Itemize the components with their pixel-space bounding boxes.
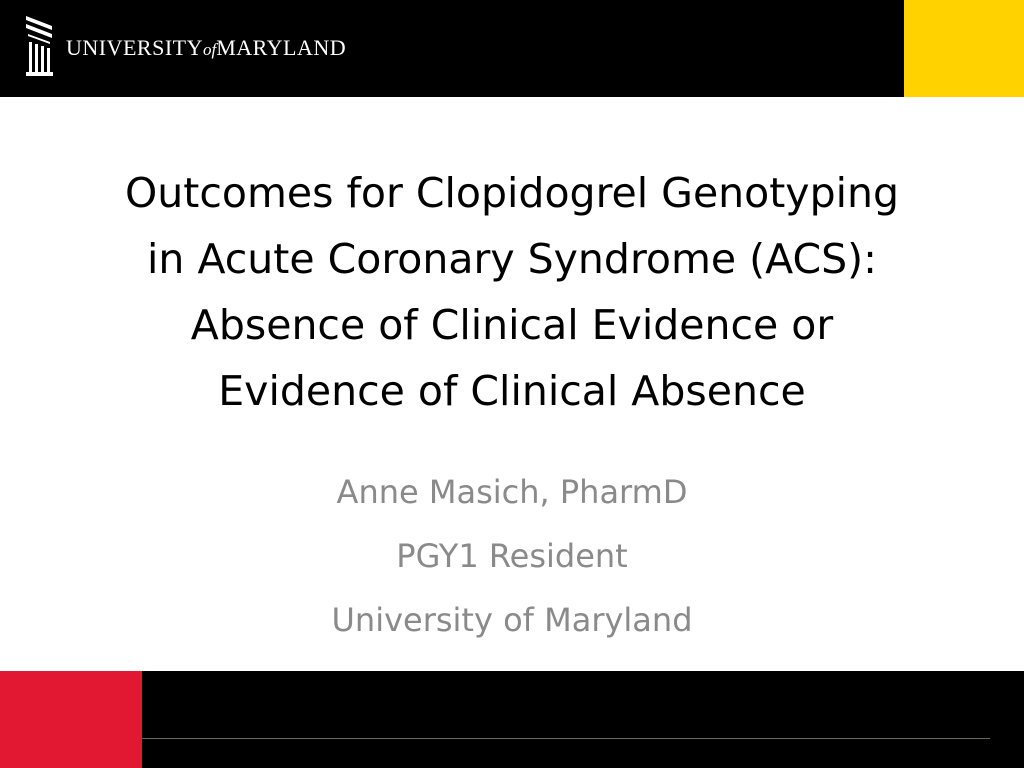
university-logo [22,12,346,84]
dome-icon [22,12,60,84]
logo-wordmark [66,37,346,59]
title-line-1: Outcomes for Clopidogrel Genotyping [124,169,899,217]
footer-band [142,671,1024,768]
header-gold-accent [904,0,1024,97]
title-line-3: Absence of Clinical Evidence or [190,301,834,349]
presenter-affiliation: University of Maryland [331,601,693,639]
footer-divider [142,738,990,739]
slide-title [40,160,984,424]
logo-word-maryland: MARYLAND [216,35,347,60]
title-line-2: in Acute Coronary Syndrome (ACS): [147,235,877,283]
footer-red-accent [0,671,142,768]
presenter-role: PGY1 Resident [396,537,628,575]
title-line-4: Evidence of Clinical Absence [218,367,806,415]
slide-subtitle [40,460,984,652]
presenter-name: Anne Masich, PharmD [336,473,688,511]
logo-word-of: of [203,40,217,59]
logo-word-university: UNIVERSITY [66,35,203,60]
